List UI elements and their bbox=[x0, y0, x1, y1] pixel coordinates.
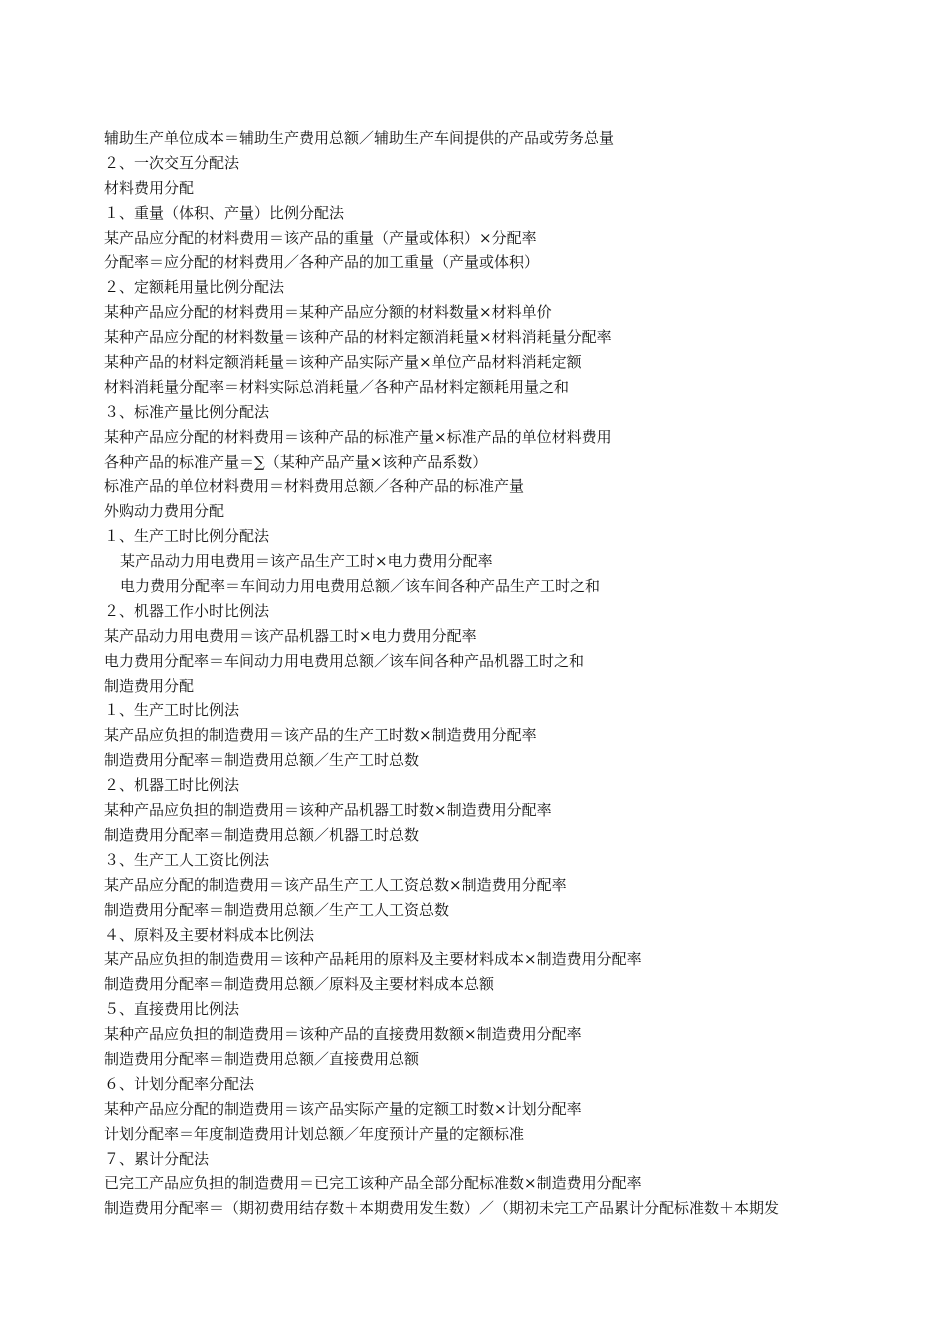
category-heading: 制造费用分配 bbox=[104, 676, 195, 695]
formula-line: 制造费用分配率＝制造费用总额／生产工人工资总数 bbox=[104, 900, 450, 919]
formula-line: 计划分配率＝年度制造费用计划总额／年度预计产量的定额标准 bbox=[104, 1124, 525, 1143]
formula-line: 材料消耗量分配率＝材料实际总消耗量／各种产品材料定额耗用量之和 bbox=[104, 377, 570, 396]
formula-line: 某种产品的材料定额消耗量＝该种产品实际产量×单位产品材料消耗定额 bbox=[104, 353, 582, 372]
section-heading: １、重量（体积、产量）比例分配法 bbox=[104, 203, 345, 222]
text-line: 辅助生产单位成本＝辅助生产费用总额／辅助生产车间提供的产品或劳务总量 bbox=[104, 129, 615, 147]
formula-line: 某种产品应分配的材料费用＝某种产品应分额的材料数量×材料单价 bbox=[104, 303, 552, 322]
section-heading: １、生产工时比例分配法 bbox=[104, 527, 270, 546]
formula-line: 制造费用分配率＝制造费用总额／生产工时总数 bbox=[104, 751, 420, 770]
formula-line: 某种产品应负担的制造费用＝该种产品的直接费用数额×制造费用分配率 bbox=[104, 1025, 582, 1044]
section-heading: ４、原料及主要材料成本比例法 bbox=[104, 925, 315, 944]
section-heading: ５、直接费用比例法 bbox=[104, 1000, 240, 1019]
formula-line: 制造费用分配率＝制造费用总额／直接费用总额 bbox=[104, 1049, 420, 1068]
category-heading: 外购动力费用分配 bbox=[104, 502, 225, 521]
section-heading: ３、标准产量比例分配法 bbox=[104, 402, 270, 421]
formula-line: 某种产品应分配的制造费用＝该产品实际产量的定额工时数×计划分配率 bbox=[104, 1099, 582, 1118]
formula-line: 已完工产品应负担的制造费用＝已完工该种产品全部分配标准数×制造费用分配率 bbox=[104, 1174, 642, 1193]
section-heading: ６、计划分配率分配法 bbox=[104, 1074, 255, 1093]
formula-line: 某产品应负担的制造费用＝该种产品耗用的原料及主要材料成本×制造费用分配率 bbox=[104, 950, 642, 969]
formula-line: 某产品动力用电费用＝该产品机器工时×电力费用分配率 bbox=[104, 626, 477, 645]
formula-line: 某种产品应分配的材料费用＝该种产品的标准产量×标准产品的单位材料费用 bbox=[104, 427, 612, 446]
section-heading: １、生产工时比例法 bbox=[104, 701, 240, 720]
section-heading: ７、累计分配法 bbox=[104, 1149, 210, 1168]
formula-line: 制造费用分配率＝制造费用总额／机器工时总数 bbox=[104, 825, 420, 844]
section-heading: ２、机器工作小时比例法 bbox=[104, 601, 270, 620]
formula-line: 各种产品的标准产量＝∑（某种产品产量×该种产品系数） bbox=[104, 452, 488, 471]
formula-line: 制造费用分配率＝制造费用总额／原料及主要材料成本总额 bbox=[104, 975, 495, 994]
formula-line: 分配率＝应分配的材料费用／各种产品的加工重量（产量或体积） bbox=[104, 253, 540, 272]
document-body bbox=[104, 126, 904, 1221]
formula-line: 标准产品的单位材料费用＝材料费用总额／各种产品的标准产量 bbox=[104, 477, 525, 496]
formula-line: 某种产品应负担的制造费用＝该种产品机器工时数×制造费用分配率 bbox=[104, 801, 552, 820]
category-heading: 材料费用分配 bbox=[104, 178, 195, 197]
formula-line: 制造费用分配率＝（期初费用结存数＋本期费用发生数）／（期初未完工产品累计分配标准数＋本期发 bbox=[104, 1199, 780, 1218]
formula-line: 某产品动力用电费用＝该产品生产工时×电力费用分配率 bbox=[120, 552, 493, 571]
section-heading: ２、机器工时比例法 bbox=[104, 776, 240, 795]
formula-line: 某产品应分配的材料费用＝该产品的重量（产量或体积）×分配率 bbox=[104, 228, 537, 247]
formula-line: 某产品应分配的制造费用＝该产品生产工人工资总数×制造费用分配率 bbox=[104, 875, 567, 894]
formula-line: 某产品应负担的制造费用＝该产品的生产工时数×制造费用分配率 bbox=[104, 726, 537, 745]
formula-line: 电力费用分配率＝车间动力用电费用总额／该车间各种产品生产工时之和 bbox=[120, 577, 601, 596]
formula-line: 电力费用分配率＝车间动力用电费用总额／该车间各种产品机器工时之和 bbox=[104, 651, 585, 670]
section-heading: ２、定额耗用量比例分配法 bbox=[104, 278, 285, 297]
section-heading: ２、一次交互分配法 bbox=[104, 153, 240, 172]
section-heading: ３、生产工人工资比例法 bbox=[104, 850, 270, 869]
formula-line: 某种产品应分配的材料数量＝该种产品的材料定额消耗量×材料消耗量分配率 bbox=[104, 328, 612, 347]
